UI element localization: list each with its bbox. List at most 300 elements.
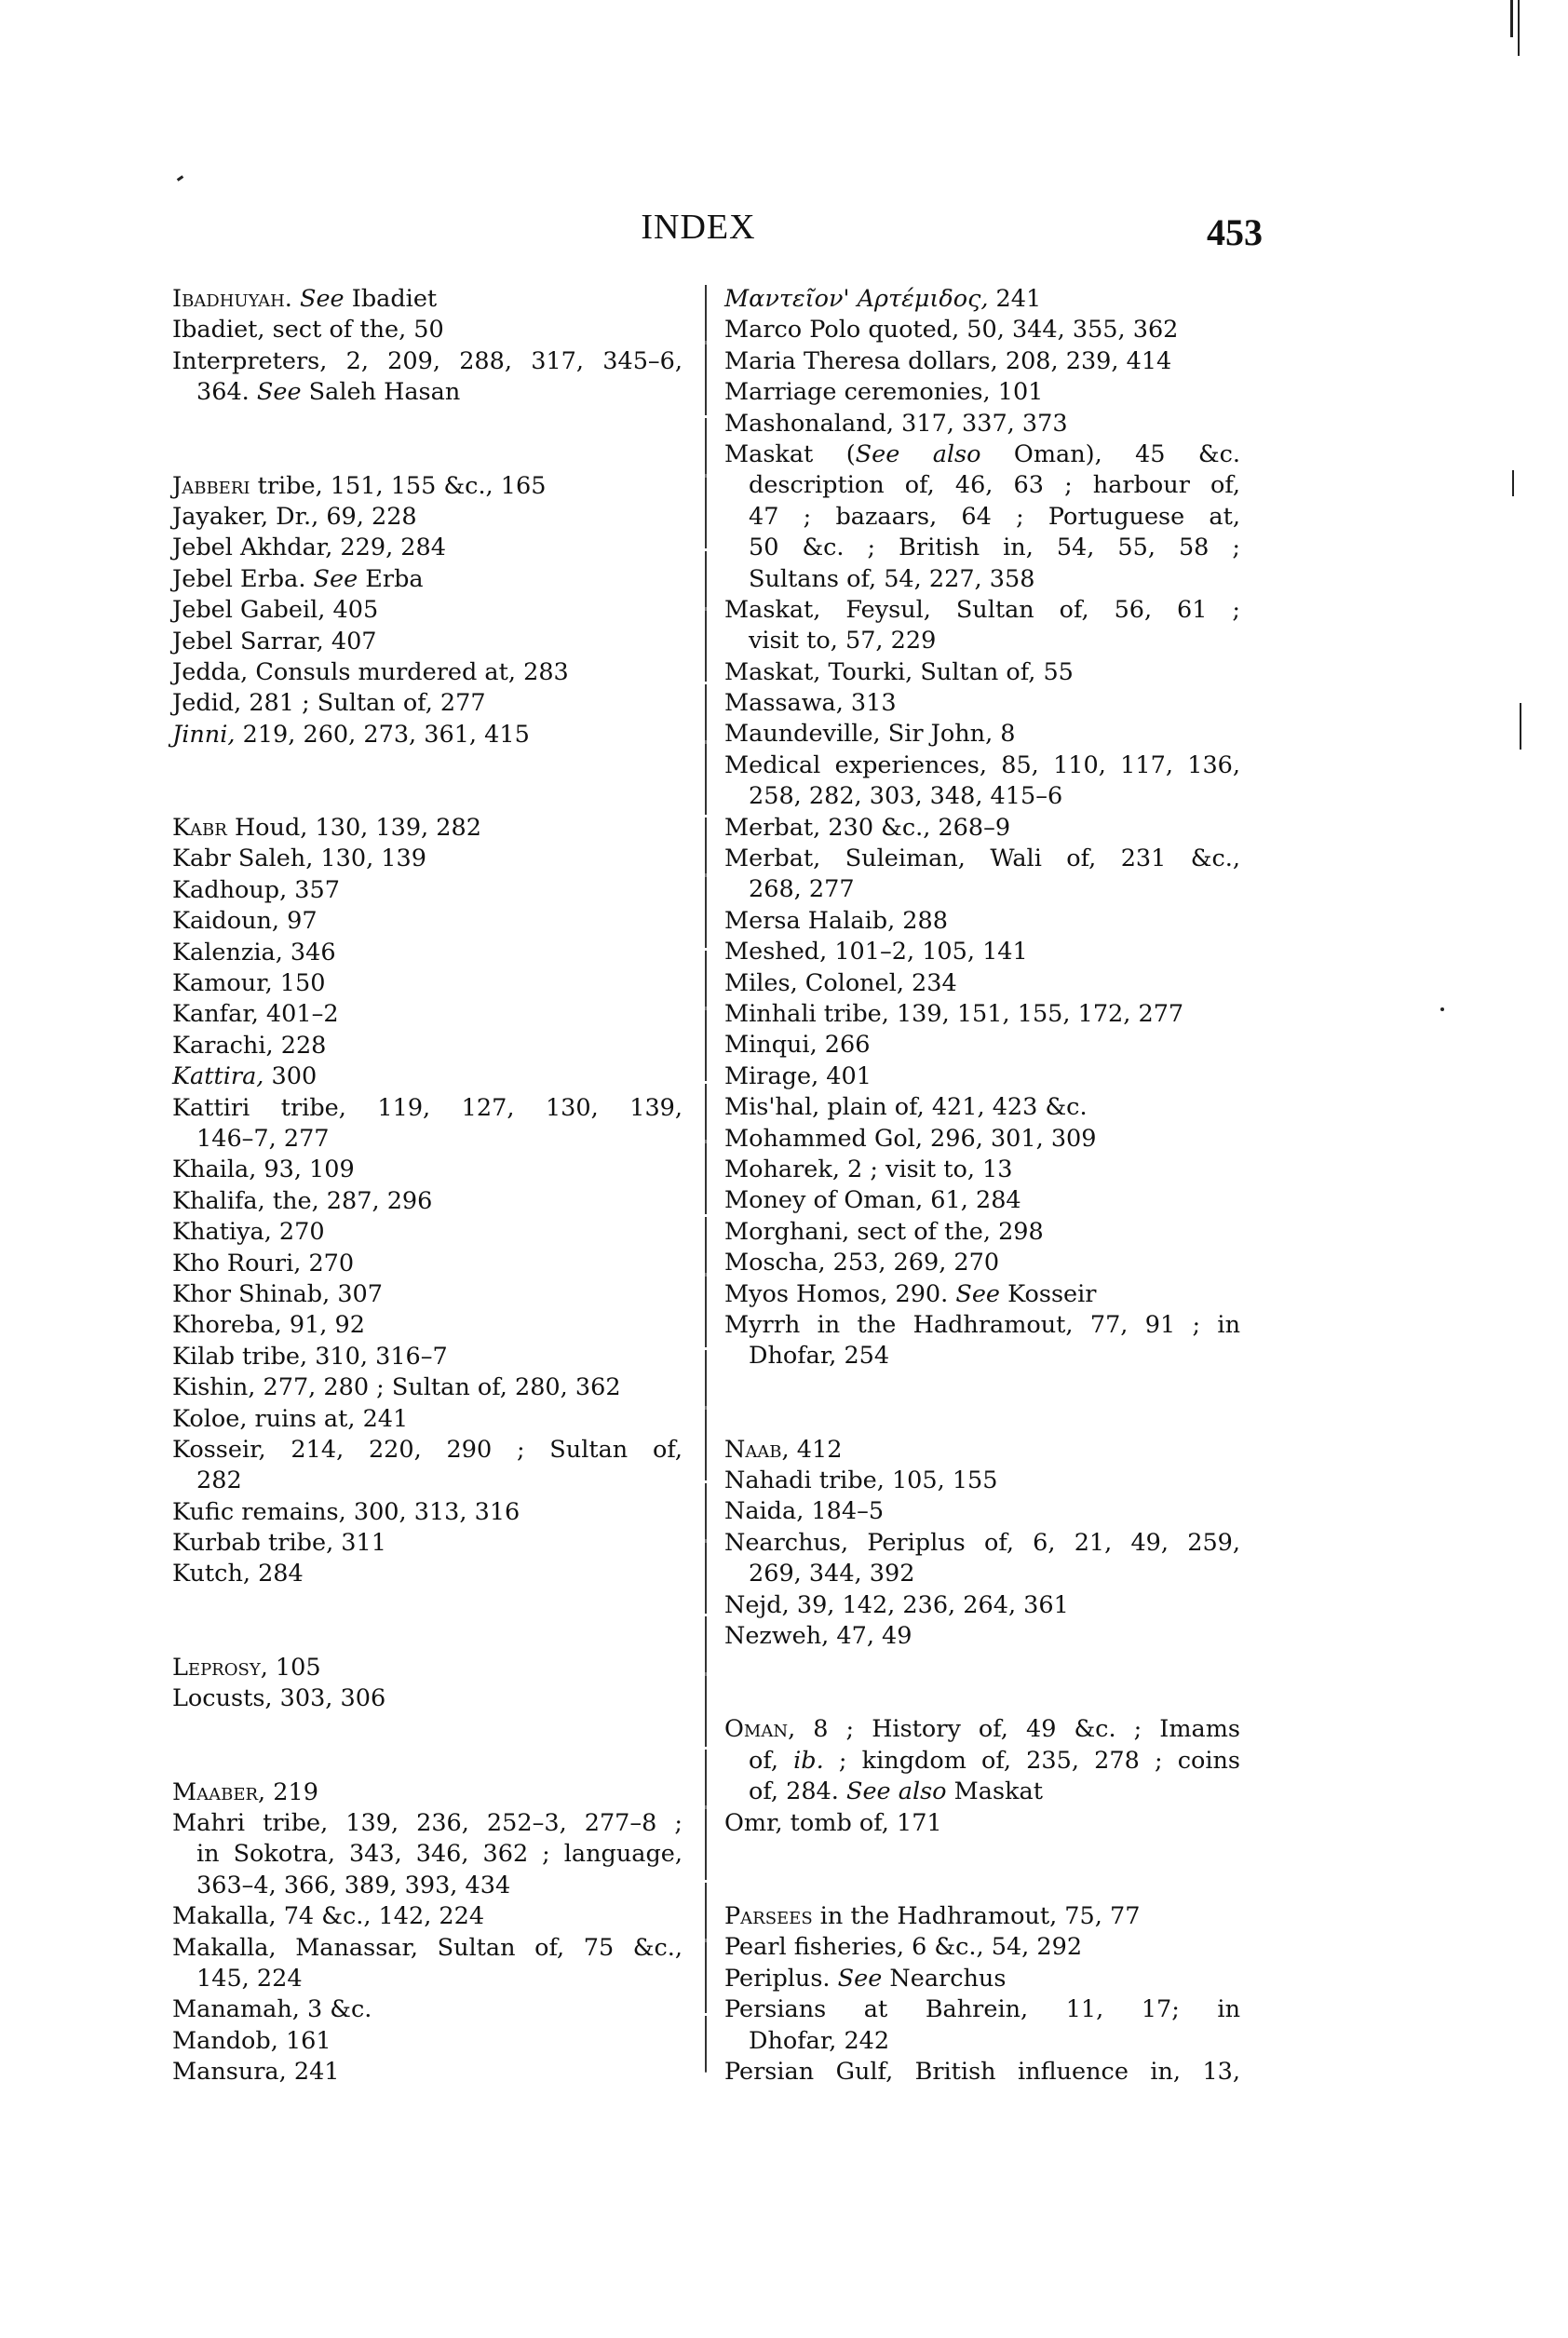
entry-line [724,533,1240,563]
entry-text: Nearchus [882,1964,1007,1993]
index-entry [172,1653,683,1683]
entry-text: 219 [265,1777,318,1806]
entry-text: Erba [358,564,424,593]
index-entry [172,1372,683,1403]
entry-text: Maria Theresa dollars, 208, 239, 414 [724,346,1172,375]
entry-text: Jedid, 281 ; Sultan of, 277 [172,689,486,718]
index-entry [724,1155,1240,1185]
entry-text: Medical experiences, 85, 110, 117, 136, [724,750,1240,779]
entry-line [172,1994,683,2025]
entry-line [172,1249,683,1279]
index-entry [724,1466,1240,1496]
entry-line [172,1808,683,1839]
index-entry [724,439,1240,595]
entry-line [172,564,683,595]
scan-edge-line [1510,0,1513,37]
entry-heading: Jabberi [172,471,250,500]
index-entry [172,627,683,657]
entry-text: Maskat, Tourki, Sultan of, 55 [724,657,1074,686]
entry-line [724,968,1240,999]
entry-line [172,1093,683,1124]
entry-line [724,813,1240,844]
entry-line [172,533,683,563]
index-entry [172,999,683,1030]
entry-line [724,1590,1240,1621]
entry-text: description of, 46, 63 ; harbour of, [749,471,1240,500]
entry-text: Khoreba, 91, 92 [172,1311,365,1340]
index-entry [724,377,1240,408]
entry-line [724,1279,1240,1310]
entry-text: 219, 260, 273, 361, 415 [235,720,530,749]
entry-italic-text: See [256,378,302,407]
index-entry [172,844,683,874]
entry-text: Omr, tomb of, 171 [724,1808,942,1837]
entry-line [172,1186,683,1217]
index-entry [172,968,683,999]
index-entry [724,595,1240,657]
entry-line [172,844,683,874]
entry-text: 412 [789,1435,843,1464]
entry-text: Nezweh, 47, 49 [724,1622,912,1651]
entry-text: Jebel Erba. [172,564,314,593]
entry-italic-text: Jinni, [172,720,236,749]
entry-text: Kho Rouri, 270 [172,1249,355,1277]
index-entry [724,1435,1240,1466]
entry-text: Locusts, 303, 306 [172,1684,386,1713]
entry-text: Khalifa, the, 287, 296 [172,1186,433,1215]
entry-line [724,315,1240,345]
entry-text: Kurbab tribe, 311 [172,1529,386,1558]
entry-text: Morghani, sect of the, 298 [724,1217,1044,1246]
entry-line [724,2057,1240,2088]
index-entry [172,906,683,937]
entry-text: Saleh Hasan [301,378,461,407]
index-entry [172,533,683,563]
index-entry [172,1279,683,1310]
entry-line [724,439,1240,470]
entry-line [724,1901,1240,1932]
index-entry [172,346,683,409]
index-entry [724,346,1240,377]
entry-line [724,1092,1240,1123]
entry-text: Massawa, 313 [724,689,897,718]
index-entry [724,968,1240,999]
index-entry [724,1092,1240,1123]
index-entry [172,1031,683,1061]
entry-line [172,1404,683,1435]
entry-line [172,471,683,502]
entry-text: Nahadi tribe, 105, 155 [724,1466,998,1495]
index-entry [724,999,1240,1030]
entry-text: of, [749,1746,794,1775]
entry-line [172,1372,683,1403]
entry-text: Jebel Gabeil, 405 [172,596,379,625]
index-entry [172,1093,683,1155]
index-entry [724,1901,1240,1932]
entry-line [172,1279,683,1310]
entry-line [724,1777,1240,1807]
entry-italic-text: ib. [793,1746,824,1775]
scan-edge-line [1520,703,1521,750]
index-entry [724,1590,1240,1621]
entry-line [172,315,683,345]
entry-heading: Maaber, [172,1777,266,1806]
entry-text: Kosseir, 214, 220, 290 ; Sultan of, [172,1435,683,1464]
index-column-left [172,284,683,2088]
entry-line [172,1683,683,1714]
entry-heading: Ibadhuyah. [172,285,292,313]
entry-text: Money of Oman, 61, 284 [724,1186,1021,1215]
entry-text: Kanfar, 401–2 [172,1000,339,1029]
index-entry [172,1808,683,1901]
entry-line [724,1746,1240,1777]
index-entry [724,719,1240,750]
entry-text: Oman), 45 &c. [980,439,1241,468]
entry-line [172,938,683,968]
index-entry [172,564,683,595]
entry-line [172,968,683,999]
entry-line [172,346,683,377]
entry-text: Maskat [946,1777,1043,1806]
entry-text: Kosseir [1000,1279,1097,1308]
entry-text: in Sokotra, 343, 346, 362 ; language, [196,1840,683,1869]
entry-text: Houd, 130, 139, 282 [226,814,481,843]
entry-line [724,937,1240,967]
entry-line [724,284,1240,315]
letter-group [724,1901,1240,2088]
entry-text: Naida, 184–5 [724,1497,885,1526]
entry-line [724,1621,1240,1652]
entry-text: Jayaker, Dr., 69, 228 [172,502,417,531]
entry-text: Dhofar, 242 [749,2026,890,2055]
column-divider [705,285,707,2073]
index-entry [724,2057,1240,2088]
index-entry [172,1217,683,1248]
entry-text: Manamah, 3 &c. [172,1995,372,2024]
entry-italic-text: See also [855,439,981,468]
entry-line [172,1435,683,1466]
entry-text: Mirage, 401 [724,1061,872,1090]
index-entry [724,688,1240,719]
index-entry [172,471,683,502]
index-entry [724,1932,1240,1963]
index-entry [724,750,1240,813]
entry-line [172,1777,683,1808]
scan-speck [1440,1007,1444,1011]
entry-line [724,409,1240,439]
entry-text: Minqui, 266 [724,1031,871,1060]
entry-line [724,1185,1240,1216]
entry-line [172,2026,683,2057]
entry-text: ; kingdom of, 235, 278 ; coins [823,1746,1240,1775]
index-entry [172,938,683,968]
entry-text: 363–4, 366, 389, 393, 434 [196,1871,511,1899]
entry-line [724,906,1240,937]
entry-line [724,1714,1240,1745]
letter-group [724,1435,1240,1653]
entry-line [724,688,1240,719]
entry-text: Kutch, 284 [172,1560,304,1588]
entry-text: Ibadiet [344,285,438,313]
entry-line [172,1871,683,1901]
index-entry [724,1061,1240,1092]
entry-line [724,750,1240,781]
entry-line [724,781,1240,812]
entry-text: Nejd, 39, 142, 236, 264, 361 [724,1590,1069,1619]
index-entry [172,1155,683,1185]
entry-text: Persians at Bahrein, 11, 17; in [724,1995,1240,2024]
entry-line [724,1435,1240,1466]
entry-text: Minhali tribe, 139, 151, 155, 172, 277 [724,999,1184,1028]
entry-text: tribe, 151, 155 &c., 165 [250,471,547,500]
entry-text: Mohammed Gol, 296, 301, 309 [724,1124,1097,1153]
entry-text: 269, 344, 392 [749,1560,915,1588]
index-entry [724,409,1240,439]
entry-line [724,719,1240,750]
entry-text: Makalla, Manassar, Sultan of, 75 &c., [172,1933,683,1962]
entry-text: of, 284. [749,1777,846,1806]
index-entry [724,657,1240,688]
entry-line [724,1559,1240,1589]
entry-line [724,1248,1240,1278]
entry-text: Meshed, 101–2, 105, 141 [724,938,1028,966]
index-entry [172,1186,683,1217]
entry-heading: Oman, [724,1715,796,1744]
entry-line [172,999,683,1030]
index-entry [172,688,683,719]
index-entry [172,1528,683,1559]
entry-text: Maundeville, Sir John, 8 [724,720,1016,749]
entry-italic-text: See [313,564,358,593]
letter-group [172,284,683,409]
entry-text: 145, 224 [196,1964,303,1993]
entry-text: 146–7, 277 [196,1124,330,1153]
entry-line [172,1497,683,1528]
entry-line [724,1932,1240,1963]
entry-line [724,1310,1240,1341]
entry-text: Merbat, Suleiman, Wali of, 231 &c., [724,845,1240,873]
index-entry [724,1279,1240,1310]
index-entry [724,1528,1240,1590]
entry-line [724,626,1240,656]
entry-text: Kishin, 277, 280 ; Sultan of, 280, 362 [172,1373,621,1402]
entry-text: Mersa Halaib, 288 [724,906,948,935]
letter-group [172,813,683,1590]
index-entry [724,1621,1240,1652]
entry-text: Koloe, ruins at, 241 [172,1404,409,1433]
entry-text: visit to, 57, 229 [749,627,937,655]
entry-line [172,720,683,750]
entry-text: Kabr Saleh, 130, 139 [172,845,426,873]
index-entry [724,906,1240,937]
index-entry [172,284,683,315]
entry-text: Kufic remains, 300, 313, 316 [172,1497,520,1526]
entry-line [724,470,1240,501]
entry-line [172,377,683,408]
entry-text: 364. [196,378,257,407]
entry-line [724,1496,1240,1527]
index-entry [172,1061,683,1092]
entry-line [172,2057,683,2088]
entry-line [724,1217,1240,1248]
entry-line [724,657,1240,688]
entry-text: 258, 282, 303, 348, 415–6 [749,782,1063,811]
entry-heading: Kabr [172,814,227,843]
index-entry [724,937,1240,967]
entry-text: Mandob, 161 [172,2026,331,2055]
entry-text: in the Hadhramout, 75, 77 [812,1901,1141,1930]
entry-line [724,1528,1240,1559]
index-entry [172,1404,683,1435]
entry-line [724,844,1240,874]
entry-italic-text: See [300,285,345,313]
entry-text: Dhofar, 254 [749,1342,890,1371]
index-entry [172,657,683,688]
scan-edge-line [1512,470,1514,496]
index-entry [172,502,683,533]
entry-italic-text: Μαντεῖον' Αρτέμιδος, [724,285,989,313]
entry-text: Mis'hal, plain of, 421, 423 &c. [724,1093,1088,1122]
entry-text: Jedda, Consuls murdered at, 283 [172,657,569,686]
entry-line [172,1124,683,1155]
index-entry [172,1342,683,1372]
index-entry [172,1435,683,1497]
index-entry [724,1124,1240,1155]
entry-line [724,1994,1240,2025]
entry-text: Maskat, Feysul, Sultan of, 56, 61 ; [724,595,1240,624]
letter-group [172,471,683,751]
entry-line [172,1933,683,1964]
letter-group [172,1777,683,2088]
entry-text: 105 [267,1653,321,1682]
entry-text: 47 ; bazaars, 64 ; Portuguese at, [749,502,1240,531]
scan-mark [177,175,183,181]
entry-italic-text: See also [845,1777,947,1806]
index-entry [172,1777,683,1808]
index-entry [724,1217,1240,1248]
entry-line [172,1839,683,1870]
entry-text: Kattiri tribe, 119, 127, 130, 139, [172,1093,683,1122]
entry-line [724,874,1240,905]
entry-text: Miles, Colonel, 234 [724,968,957,997]
entry-line [172,1031,683,1061]
index-entry [172,315,683,345]
entry-text: Moharek, 2 ; visit to, 13 [724,1155,1013,1183]
entry-line [724,377,1240,408]
entry-text: Nearchus, Periplus of, 6, 21, 49, 259, [724,1528,1240,1557]
entry-line [172,1310,683,1341]
index-entry [172,1933,683,1995]
entry-text: Mashonaland, 317, 337, 373 [724,409,1068,438]
entry-text: 300 [264,1062,318,1091]
entry-line [172,502,683,533]
entry-text: 241 [988,285,1042,313]
index-entry [172,1310,683,1341]
index-entry [172,1901,683,1932]
entry-text: Jebel Sarrar, 407 [172,627,377,655]
entry-line [724,999,1240,1030]
index-entry [724,1248,1240,1278]
index-entry [172,1249,683,1279]
index-entry [172,875,683,906]
entry-line [724,346,1240,377]
entry-text: Kamour, 150 [172,969,326,998]
entry-line [724,1808,1240,1839]
entry-text: Myos Homos, 290. [724,1279,956,1308]
entry-text: Khaila, 93, 109 [172,1155,355,1184]
entry-text: Kalenzia, 346 [172,938,336,966]
entry-line [724,1061,1240,1092]
entry-line [172,1964,683,1994]
entry-line [724,1964,1240,1994]
index-entry [724,284,1240,315]
entry-line [724,564,1240,595]
index-entry [724,1994,1240,2057]
entry-line [172,1528,683,1559]
entry-line [172,284,683,315]
entry-line [172,1155,683,1185]
index-entry [724,1808,1240,1839]
index-entry [172,720,683,750]
entry-heading: Leprosy, [172,1653,268,1682]
entry-line [172,1559,683,1589]
letter-group [724,284,1240,1372]
entry-italic-text: Kattira, [172,1062,264,1091]
index-entry [724,844,1240,906]
entry-line [172,813,683,844]
index-entry [172,2057,683,2088]
entry-line [724,1124,1240,1155]
index-entry [724,1964,1240,1994]
entry-italic-text: See [837,1964,883,1993]
entry-text: Mansura, 241 [172,2058,340,2087]
entry-italic-text: See [955,1279,1001,1308]
index-column-right [724,284,1240,2088]
entry-text: Myrrh in the Hadhramout, 77, 91 ; in [724,1310,1240,1339]
entry-text: Jebel Akhdar, 229, 284 [172,534,446,562]
index-entry [724,1496,1240,1527]
entry-text: 268, 277 [749,875,855,904]
entry-line [724,1341,1240,1372]
entry-text: Periplus. [724,1964,838,1993]
index-entry [724,813,1240,844]
entry-text: Merbat, 230 &c., 268–9 [724,813,1011,842]
index-entry [172,595,683,626]
entry-line [172,1466,683,1496]
entry-text: Khor Shinab, 307 [172,1279,384,1308]
entry-line [724,1030,1240,1061]
entry-line [172,657,683,688]
entry-line [724,1466,1240,1496]
index-entry [172,1683,683,1714]
entry-line [172,906,683,937]
entry-text: Marriage ceremonies, 101 [724,378,1044,407]
entry-text: 8 ; History of, 49 &c. ; Imams [795,1715,1240,1744]
entry-text: Maskat ( [724,439,856,468]
entry-text: Sultans of, 54, 227, 358 [749,564,1035,593]
entry-text: Marco Polo quoted, 50, 344, 355, 362 [724,316,1179,345]
index-entry [724,1185,1240,1216]
entry-line [724,2026,1240,2057]
index-entry [724,1714,1240,1807]
entry-text: Moscha, 253, 269, 270 [724,1249,1000,1277]
entry-line [172,1653,683,1683]
entry-text: Pearl fisheries, 6 &c., 54, 292 [724,1933,1083,1962]
entry-line [172,627,683,657]
entry-text: Makalla, 74 &c., 142, 224 [172,1902,485,1931]
entry-text: Karachi, 228 [172,1031,327,1060]
index-entry [724,1030,1240,1061]
